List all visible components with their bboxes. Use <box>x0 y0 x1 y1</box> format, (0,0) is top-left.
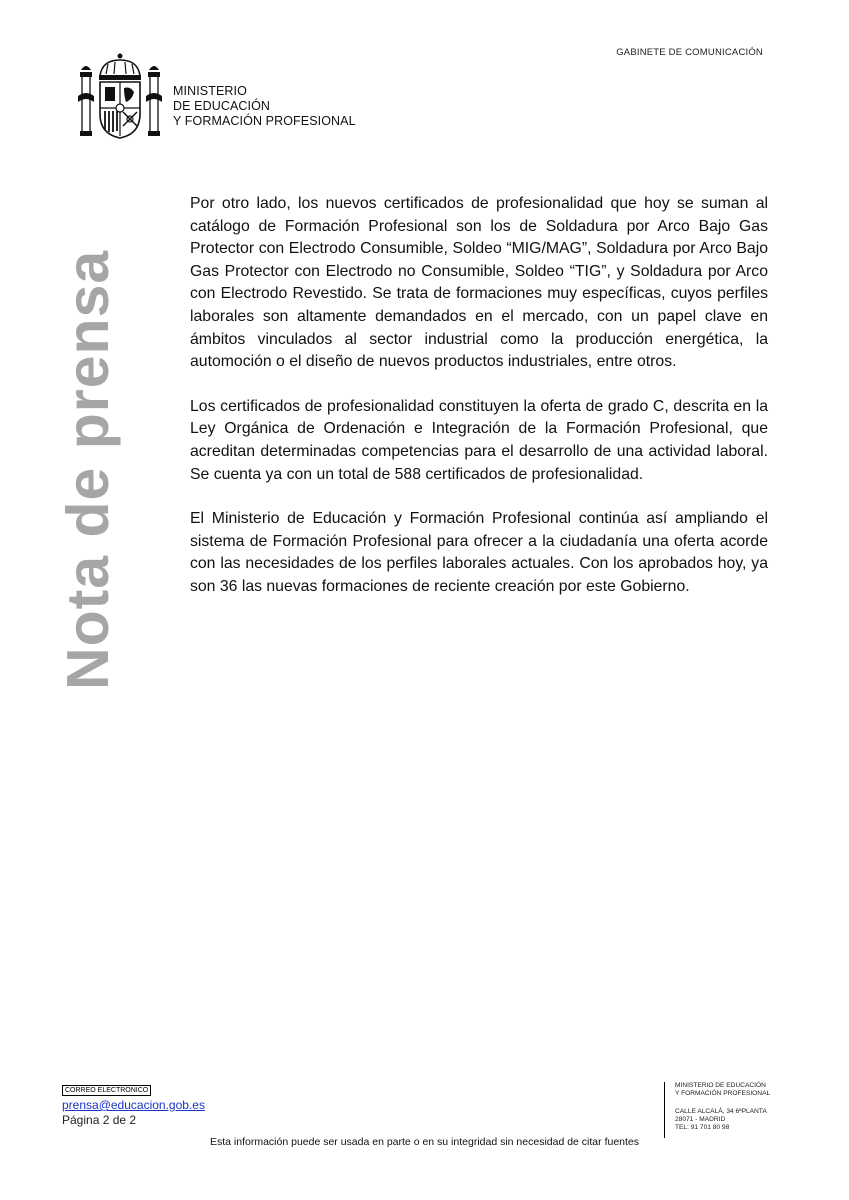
address-line-2: Y FORMACIÓN PROFESIONAL <box>675 1090 771 1097</box>
address-line-5: TEL: 91 701 80 98 <box>675 1124 730 1131</box>
email-link[interactable]: prensa@educacion.gob.es <box>62 1098 205 1112</box>
paragraph-2: Los certificados de profesionalidad constituyen la oferta de grado C, descrita en la Ley Orgánica de Ordenación e Integración de la Formación Profesional, que acreditan determinadas competencias para el desarrollo de una actividad laboral. Se cuenta ya con un total de 588 certificados de profesionalidad. <box>190 397 768 483</box>
address-line-3: CALLE ALCALÁ, 34 6ªPLANTA <box>675 1108 767 1115</box>
address-line-4: 28071 - MADRID <box>675 1116 726 1123</box>
coat-of-arms-icon <box>78 52 162 142</box>
cabinet-label: GABINETE DE COMUNICACIÓN <box>616 47 763 58</box>
disclaimer: Esta información puede ser usada en parte o en su integridad sin necesidad de citar fuentes <box>209 1136 640 1148</box>
paragraph-3: El Ministerio de Educación y Formación Profesional continúa así ampliando el sistema de Formación Profesional para ofrecer a la ciudadanía una oferta acorde con las necesidades de los perfiles laborales actuales. Con los aprobados hoy, ya son 36 las nuevas formaciones de reciente creación por este Gobierno. <box>190 510 768 595</box>
paragraph-1: Por otro lado, los nuevos certificados de profesionalidad que hoy se suman al catálogo de Formación Profesional son los de Soldadura por Arco Bajo Gas Protector con Electrodo Consumible, Soldeo “MIG/MAG”, Soldadura por Arco Bajo Gas Protector con Electrodo no Consumible, Soldeo “TIG”, y Soldadura por Arco con Electrodo Revestido. Se trata de formaciones muy específicas, cuyos perfiles laborales son altamente demandados en el mercado, con un papel clave en ámbitos vinculados al sector industrial como la producción energética, la automoción o el diseño de nuevos productos industriales, entre otros. <box>190 195 768 371</box>
ministry-line-1: MINISTERIO <box>173 84 247 98</box>
address-line-1: MINISTERIO DE EDUCACIÓN <box>675 1082 766 1089</box>
ministry-line-2: DE EDUCACIÓN <box>173 99 271 113</box>
page-number: Página 2 de 2 <box>62 1113 137 1127</box>
ministry-logo <box>78 52 378 142</box>
footer-address <box>664 1082 770 1138</box>
ministry-name <box>173 84 356 129</box>
body-text <box>190 193 768 621</box>
footer-contact <box>62 1083 205 1128</box>
email-label: CORREO ELECTRÓNICO <box>62 1085 151 1096</box>
side-title: Nota de prensa <box>55 249 121 690</box>
ministry-line-3: Y FORMACIÓN PROFESIONAL <box>173 114 356 128</box>
